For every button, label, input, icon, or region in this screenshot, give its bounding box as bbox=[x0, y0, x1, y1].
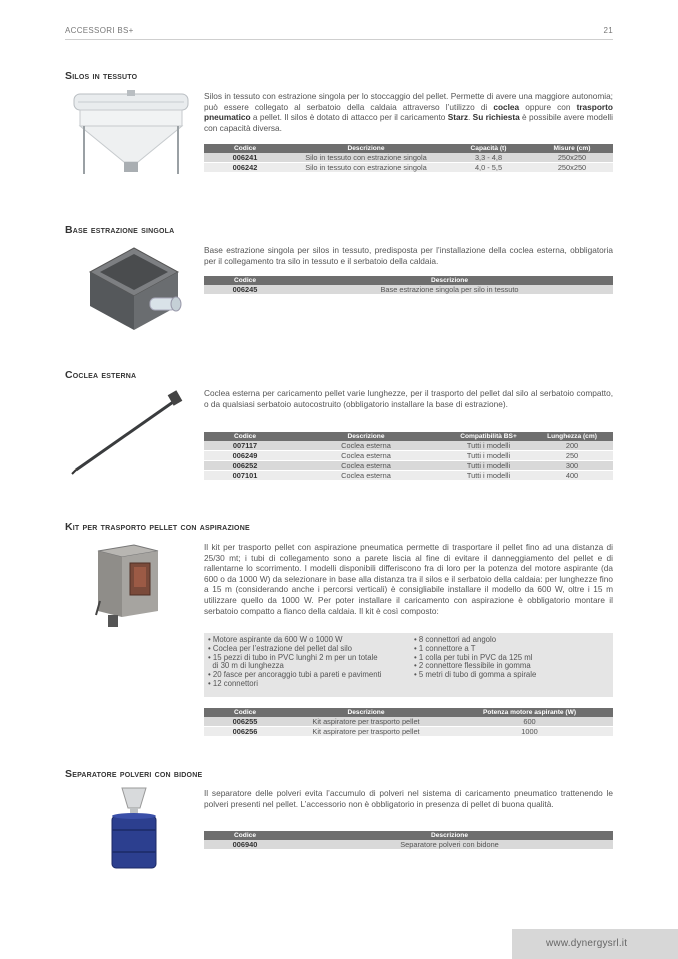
silos-image bbox=[72, 88, 190, 180]
table-row: 006249 Coclea esterna Tutti i modelli 250 bbox=[204, 451, 613, 461]
table-row: 006256 Kit aspiratore per trasporto pellet 1000 bbox=[204, 727, 613, 737]
column-header: Descrizione bbox=[286, 432, 446, 441]
separatore-image bbox=[106, 786, 162, 872]
column-header: Descrizione bbox=[286, 144, 446, 153]
column-header: Misure (cm) bbox=[531, 144, 613, 153]
coclea-description: Coclea esterna per caricamento pellet varie lunghezze, per il trasporto del pellet dal silo al serbatoio compatto, o da qualsiasi serbatoio autocostruito (obbligatorio installare la base di estrazione). bbox=[204, 388, 613, 409]
kit-description: Il kit per trasporto pellet con aspirazione pneumatica permette di trasportare il pellet fino ad una distanza di 25/30 mt; i tubi di collegamento sono a parete liscia al fine di evitare il danneggiamento del pellet e di rallentarne lo scorrimento. I modelli disponibili differiscono fra di loro per la potenza del motore aspirante (da 600 o da 1000 W) da selezionare in base alla distanza tra il silos e il serbatoio della caldaia: per lunghezze fino a 15 m (considerando anche i percorsi verticali) è consigliabile installare il modello da 600 W, oltre i 15 m utilizzare quello da 1000 W. Per poter installare il caricamento con aspirazione è obbligatorio montare il serbatoio compatto a fianco della caldaia. Il kit è così composto: bbox=[204, 542, 613, 616]
list-item: • 5 metri di tubo di gomma a spirale bbox=[414, 670, 537, 680]
table-row: 006252 Coclea esterna Tutti i modelli 300 bbox=[204, 461, 613, 471]
coclea-title: Coclea esterna bbox=[65, 369, 137, 381]
column-header: Descrizione bbox=[286, 276, 613, 285]
header-section-label: ACCESSORI BS+ bbox=[65, 26, 134, 35]
website-link[interactable]: www.dynergysrl.it bbox=[546, 938, 628, 949]
column-header: Codice bbox=[204, 831, 286, 840]
column-header: Codice bbox=[204, 144, 286, 153]
table-row: 007117 Coclea esterna Tutti i modelli 200 bbox=[204, 441, 613, 451]
base-description: Base estrazione singola per silos in tessuto, predisposta per l’installazione della coclea esterna, obbligatoria per il collegamento tra silo in tessuto e il serbatoio della caldaia. bbox=[204, 245, 613, 266]
list-item: • 15 pezzi di tubo in PVC lunghi 2 m per un totale bbox=[208, 652, 378, 662]
kit-components-list bbox=[204, 633, 613, 697]
column-header: Codice bbox=[204, 276, 286, 285]
list-item: • Coclea per l’estrazione del pellet dal silo bbox=[208, 643, 353, 653]
table-row: 006245 Base estrazione singola per silo in tessuto bbox=[204, 285, 613, 295]
coclea-image bbox=[70, 388, 186, 476]
table-row: 006242 Silo in tessuto con estrazione singola 4,0 - 5,5 250x250 bbox=[204, 163, 613, 173]
table-row: 006940 Separatore polveri con bidone bbox=[204, 840, 613, 850]
separatore-description: Il separatore delle polveri evita l’accumulo di polveri nel sistema di caricamento pneumatico trattenendo le polveri presenti nel pellet. L’accessorio non è obbligatorio in presenza di pellet di buona qualità. bbox=[204, 788, 613, 809]
column-header: Descrizione bbox=[286, 708, 446, 717]
column-header: Descrizione bbox=[286, 831, 613, 840]
base-image bbox=[82, 242, 184, 334]
footer-bar bbox=[512, 929, 678, 959]
table-row: 007101 Coclea esterna Tutti i modelli 400 bbox=[204, 471, 613, 481]
list-item: di 30 m di lunghezza bbox=[208, 661, 284, 671]
list-item: • 1 connettore a T bbox=[414, 643, 476, 653]
list-item: • 1 colla per tubi in PVC da 125 ml bbox=[414, 652, 533, 662]
column-header: Potenza motore aspirante (W) bbox=[446, 708, 613, 717]
page-number: 21 bbox=[603, 26, 613, 35]
table-row: 006241 Silo in tessuto con estrazione singola 3,3 - 4,8 250x250 bbox=[204, 153, 613, 163]
list-item: • 2 connettore flessibile in gomma bbox=[414, 661, 531, 671]
list-item: • 8 connettori ad angolo bbox=[414, 635, 497, 644]
list-item: • 20 fasce per ancoraggio tubi a pareti e pavimenti bbox=[208, 670, 382, 680]
base-table bbox=[204, 276, 613, 295]
silos-description: Silos in tessuto con estrazione singola per lo stoccaggio del pellet. Permette di avere una maggiore autonomia; può essere collegato al serbatoio della caldaia attraverso l’utilizzo di coclea oppure con trasporto pneumatico a pellet. Il silos è dotato di attacco per il caricamento Starz. Su richiesta è possibile avere modelli con capacità diversa. bbox=[204, 91, 613, 133]
column-header: Capacità (t) bbox=[446, 144, 531, 153]
list-item: • Motore aspirante da 600 W o 1000 W bbox=[208, 635, 343, 644]
column-header: Compatibilità BS+ bbox=[446, 432, 531, 441]
column-header: Codice bbox=[204, 708, 286, 717]
list-item: • 12 connettori bbox=[208, 678, 258, 688]
coclea-table bbox=[204, 432, 613, 481]
silos-table bbox=[204, 144, 613, 173]
page-header bbox=[65, 24, 613, 40]
column-header: Lunghezza (cm) bbox=[531, 432, 613, 441]
base-title: Base estrazione singola bbox=[65, 224, 175, 236]
kit-table bbox=[204, 708, 613, 737]
separatore-table bbox=[204, 831, 613, 850]
table-row: 006255 Kit aspiratore per trasporto pellet 600 bbox=[204, 717, 613, 727]
kit-image bbox=[94, 541, 164, 631]
separatore-title: Separatore polveri con bidone bbox=[65, 768, 203, 780]
silos-title: Silos in tessuto bbox=[65, 70, 138, 82]
column-header: Codice bbox=[204, 432, 286, 441]
kit-title: Kit per trasporto pellet con aspirazione bbox=[65, 521, 250, 533]
